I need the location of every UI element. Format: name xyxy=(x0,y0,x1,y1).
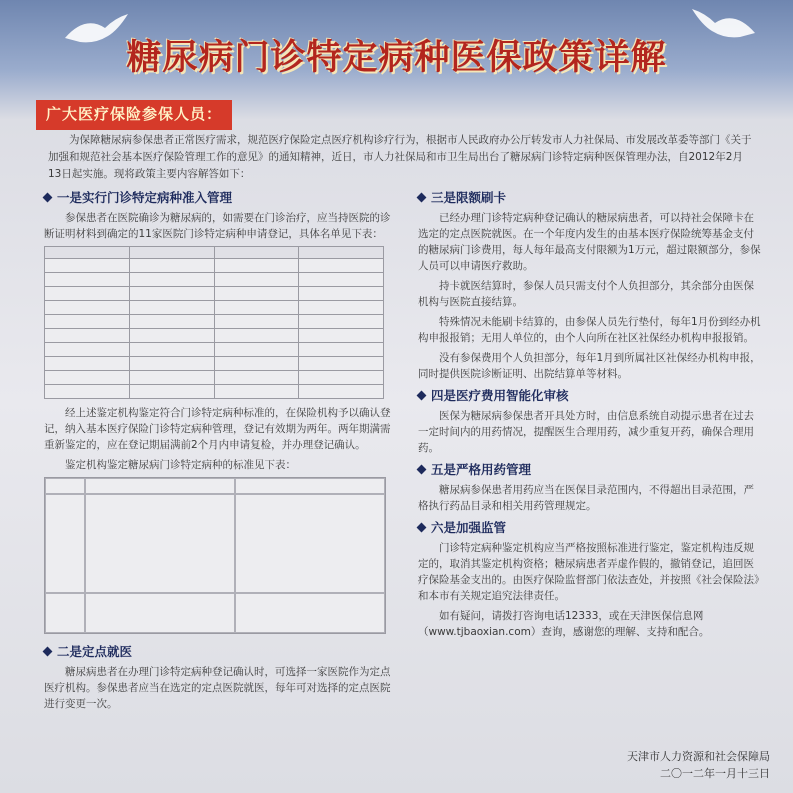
table-row xyxy=(45,259,384,273)
section-heading xyxy=(418,188,763,206)
section-paragraph: 门诊特定病种鉴定机构应当严格按照标准进行鉴定，鉴定机构违反规定的，取消其鉴定机构资格；糖尿病患者弄虚作假的，撤销登记，追回医疗保险基金支出的。由医疗保险监督部门依法查处，并按照《社会保险法》和本市有关规定追究法律责任。 xyxy=(418,542,760,602)
section-heading xyxy=(44,188,394,206)
table-row xyxy=(45,329,384,343)
section-heading-text: 三是限额刷卡 xyxy=(431,190,507,205)
audience-banner: 广大医疗保险参保人员： xyxy=(36,100,232,130)
hospital-list-table xyxy=(44,246,384,399)
diamond-bullet-icon xyxy=(417,464,427,474)
section-paragraph: 如有疑问，请拨打咨询电话12333，或在天津医保信息网（www.tjbaoxian.com）查询，感谢您的理解、支持和配合。 xyxy=(418,610,710,638)
table-row xyxy=(45,315,384,329)
section-paragraph: 特殊情况未能刷卡结算的，由参保人员先行垫付，每年1月份到经办机构申报报销；无用人单位的，由个人向所在社区社保经办机构申报报销。 xyxy=(418,316,761,344)
diamond-bullet-icon xyxy=(417,192,427,202)
section-heading-text: 五是严格用药管理 xyxy=(431,462,532,477)
table-row xyxy=(45,385,384,399)
table-header xyxy=(299,247,384,259)
section-paragraph: 没有参保费用个人负担部分，每年1月到所属社区社保经办机构申报，同时提供医院诊断证明、出院结算单等材料。 xyxy=(418,352,761,380)
diamond-bullet-icon xyxy=(43,192,53,202)
section-paragraph: 医保为糖尿病参保患者开具处方时，由信息系统自动提示患者在过去一定时间内的用药情况，提醒医生合理用药，减少重复开药，确保合理用药。 xyxy=(418,410,754,454)
section-heading xyxy=(418,460,763,478)
section-heading-text: 二是定点就医 xyxy=(57,644,133,659)
table-row xyxy=(45,357,384,371)
table-row xyxy=(45,343,384,357)
section-heading xyxy=(418,518,763,536)
section-heading-text: 一是实行门诊特定病种准入管理 xyxy=(57,190,233,205)
section-heading xyxy=(44,642,394,660)
section-heading xyxy=(418,386,763,404)
section-paragraph: 糖尿病参保患者用药应当在医保目录范围内，不得超出目录范围，严格执行药品目录和相关用药管理规定。 xyxy=(418,484,754,512)
section-heading-text: 四是医疗费用智能化审核 xyxy=(431,388,569,403)
diamond-bullet-icon xyxy=(417,390,427,400)
section-heading-text: 六是加强监管 xyxy=(431,520,507,535)
diamond-bullet-icon xyxy=(417,522,427,532)
section-paragraph: 已经办理门诊特定病种登记确认的糖尿病患者，可以持社会保障卡在选定的定点医院就医。在一个年度内发生的由基本医疗保险统筹基金支付的糖尿病门诊费用，每人每年最高支付限额为1万元，超过限额部分，参保人员可以申请医疗救助。 xyxy=(418,212,761,272)
section-paragraph: 持卡就医结算时，参保人员只需支付个人负担部分，其余部分由医保机构与医院直接结算。 xyxy=(418,280,754,308)
poster-title: 糖尿病门诊特定病种医保政策详解 xyxy=(126,38,667,78)
diagnosis-standard-table xyxy=(44,477,386,634)
table-header xyxy=(214,247,299,259)
issue-date: 二〇一二年一月十三日 xyxy=(660,767,770,780)
table-row xyxy=(45,301,384,315)
section-paragraph: 糖尿病患者在办理门诊特定病种登记确认时，可选择一家医院作为定点医疗机构。参保患者应当在选定的定点医院就医，每年可对选择的定点医院进行变更一次。 xyxy=(44,666,391,710)
diamond-bullet-icon xyxy=(43,646,53,656)
table-row xyxy=(45,287,384,301)
issuing-organization: 天津市人力资源和社会保障局 xyxy=(627,750,770,763)
table-row xyxy=(45,273,384,287)
table-header xyxy=(129,247,214,259)
table-header xyxy=(45,247,130,259)
left-column xyxy=(44,188,394,716)
right-column xyxy=(418,188,763,644)
intro-paragraph: 为保障糖尿病参保患者正常医疗需求，规范医疗保险定点医疗机构诊疗行为，根据市人民政府办公厅转发市人力社保局、市发展改革委等部门《关于加强和规范社会基本医疗保险管理工作的意见》的通知精神，近日，市人力社保局和市卫生局出台了糖尿病门诊特定病种医保管理办法，自2012年2月13日起实施。现将政策主要内容解答如下： xyxy=(48,134,752,180)
section-paragraph: 鉴定机构鉴定糖尿病门诊特定病种的标准见下表： xyxy=(65,459,296,471)
section-paragraph: 参保患者在医院确诊为糖尿病的，如需要在门诊治疗，应当持医院的诊断证明材料到确定的11家医院门诊特定病种申请登记，具体名单见下表： xyxy=(44,212,391,240)
table-row xyxy=(45,371,384,385)
section-paragraph: 经上述鉴定机构鉴定符合门诊特定病种标准的，在保险机构予以确认登记，纳入基本医疗保险门诊特定病种管理，登记有效期为两年。两年期满需重新鉴定的，应在登记期届满前2个月内申请复检，并办理登记确认。 xyxy=(44,407,391,451)
